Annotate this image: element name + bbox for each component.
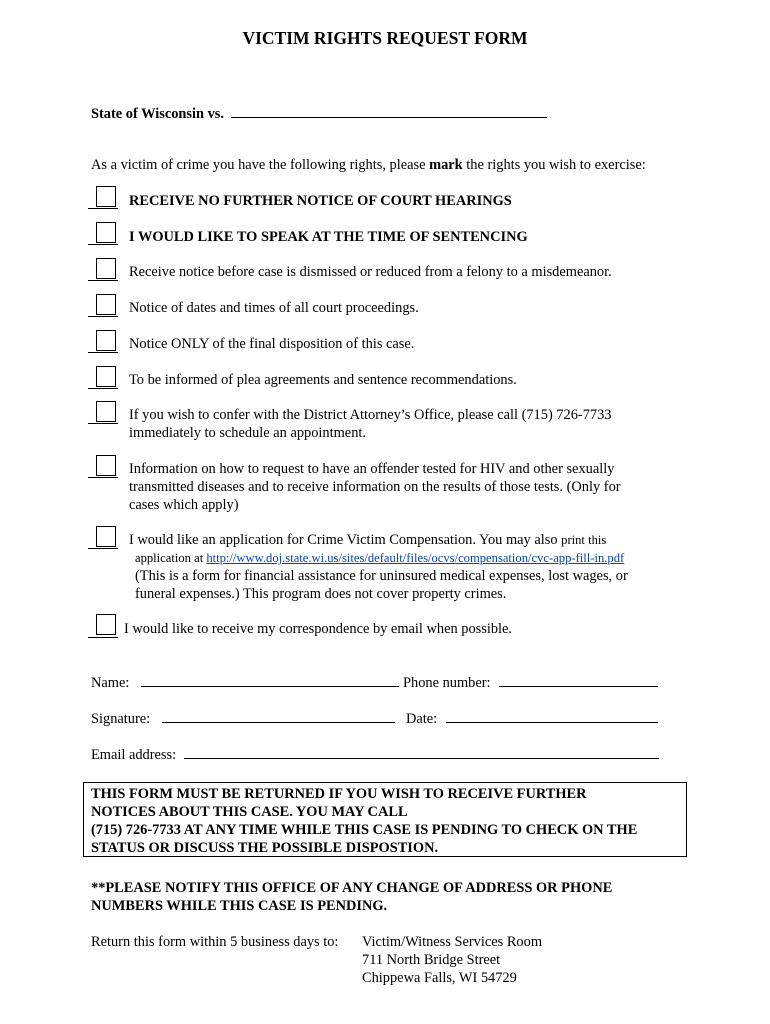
checkbox-crime-victim-compensation[interactable] bbox=[96, 526, 116, 547]
right-speak-at-sentencing: I WOULD LIKE TO SPEAK AT THE TIME OF SENTENCING bbox=[129, 229, 528, 245]
intro-text: As a victim of crime you have the following rights, please mark the rights you wish to exercise: bbox=[91, 157, 646, 173]
right-confer-with-da: If you wish to confer with the District Attorney’s Office, please call (715) 726-7733 immediately to schedule an appointment. bbox=[129, 407, 612, 441]
phone-label: Phone number: bbox=[403, 675, 491, 691]
date-label: Date: bbox=[406, 711, 438, 727]
email-field[interactable] bbox=[184, 745, 659, 759]
state-line bbox=[91, 104, 547, 123]
checkbox-confer-with-da[interactable] bbox=[96, 401, 116, 422]
return-label: Return this form within 5 business days to: bbox=[91, 934, 339, 950]
please-notify-text: **PLEASE NOTIFY THIS OFFICE OF ANY CHANGE OF ADDRESS OR PHONE NUMBERS WHILE THIS CASE IS PENDING. bbox=[91, 880, 613, 914]
checkbox-hiv-testing[interactable] bbox=[96, 455, 116, 476]
email-row bbox=[91, 745, 659, 764]
right-hiv-testing: Information on how to request to have an offender tested for HIV and other sexually transmitted diseases and to receive information on the results of those tests. (Only for cases which apply) bbox=[129, 461, 621, 513]
signature-label: Signature: bbox=[91, 711, 151, 727]
defendant-name-field[interactable] bbox=[231, 104, 547, 118]
checkbox-notice-before-dismissal[interactable] bbox=[96, 258, 116, 279]
right-crime-victim-compensation: I would like an application for Crime Victim Compensation. You may also print this application at http://www.doj.state.wi.us/sites/default/files/ocvs/compensation/cvc-app-fill-in.pdf (This is a form for financial assistance for uninsured medical expenses, lost wages, or funeral expenses.) This program does not cover property crimes. bbox=[129, 532, 628, 602]
right-notice-before-dismissal: Receive notice before case is dismissed or reduced from a felony to a misdemeanor. bbox=[129, 264, 612, 280]
right-final-disposition: Notice ONLY of the final disposition of this case. bbox=[129, 336, 415, 352]
return-address: Victim/Witness Services Room 711 North Bridge Street Chippewa Falls, WI 54729 bbox=[362, 934, 543, 986]
checkbox-no-further-notice[interactable] bbox=[96, 186, 116, 207]
right-email-correspondence: I would like to receive my correspondence by email when possible. bbox=[124, 621, 513, 637]
right-no-further-notice: RECEIVE NO FURTHER NOTICE OF COURT HEARINGS bbox=[129, 193, 512, 209]
date-row bbox=[406, 709, 658, 728]
email-label: Email address: bbox=[91, 747, 177, 763]
compensation-application-link[interactable]: http://www.doj.state.wi.us/sites/default/files/ocvs/compensation/cvc-app-fill-in.pdf bbox=[206, 551, 625, 565]
date-field[interactable] bbox=[446, 709, 658, 723]
name-field[interactable] bbox=[141, 673, 399, 687]
name-label: Name: bbox=[91, 675, 130, 691]
phone-row bbox=[403, 673, 658, 692]
notice-text: THIS FORM MUST BE RETURNED IF YOU WISH TO RECEIVE FURTHER NOTICES ABOUT THIS CASE. YOU MAY CALL (715) 726-7733 AT ANY TIME WHILE THIS CASE IS PENDING TO CHECK ON THE STATUS OR DISCUSS THE POSSIBLE DISPOSTION. bbox=[91, 786, 638, 856]
phone-field[interactable] bbox=[499, 673, 658, 687]
checkbox-speak-at-sentencing[interactable] bbox=[96, 222, 116, 243]
signature-field[interactable] bbox=[162, 709, 395, 723]
checkbox-plea-agreements[interactable] bbox=[96, 366, 116, 387]
checkbox-final-disposition[interactable] bbox=[96, 330, 116, 351]
checkbox-court-dates[interactable] bbox=[96, 294, 116, 315]
form-title: VICTIM RIGHTS REQUEST FORM bbox=[242, 28, 528, 48]
name-row bbox=[91, 673, 399, 692]
checkbox-email-correspondence[interactable] bbox=[96, 614, 116, 635]
signature-row bbox=[91, 709, 395, 728]
right-plea-agreements: To be informed of plea agreements and sentence recommendations. bbox=[129, 372, 517, 388]
state-label: State of Wisconsin vs. bbox=[91, 106, 225, 122]
right-court-dates: Notice of dates and times of all court proceedings. bbox=[129, 300, 419, 316]
